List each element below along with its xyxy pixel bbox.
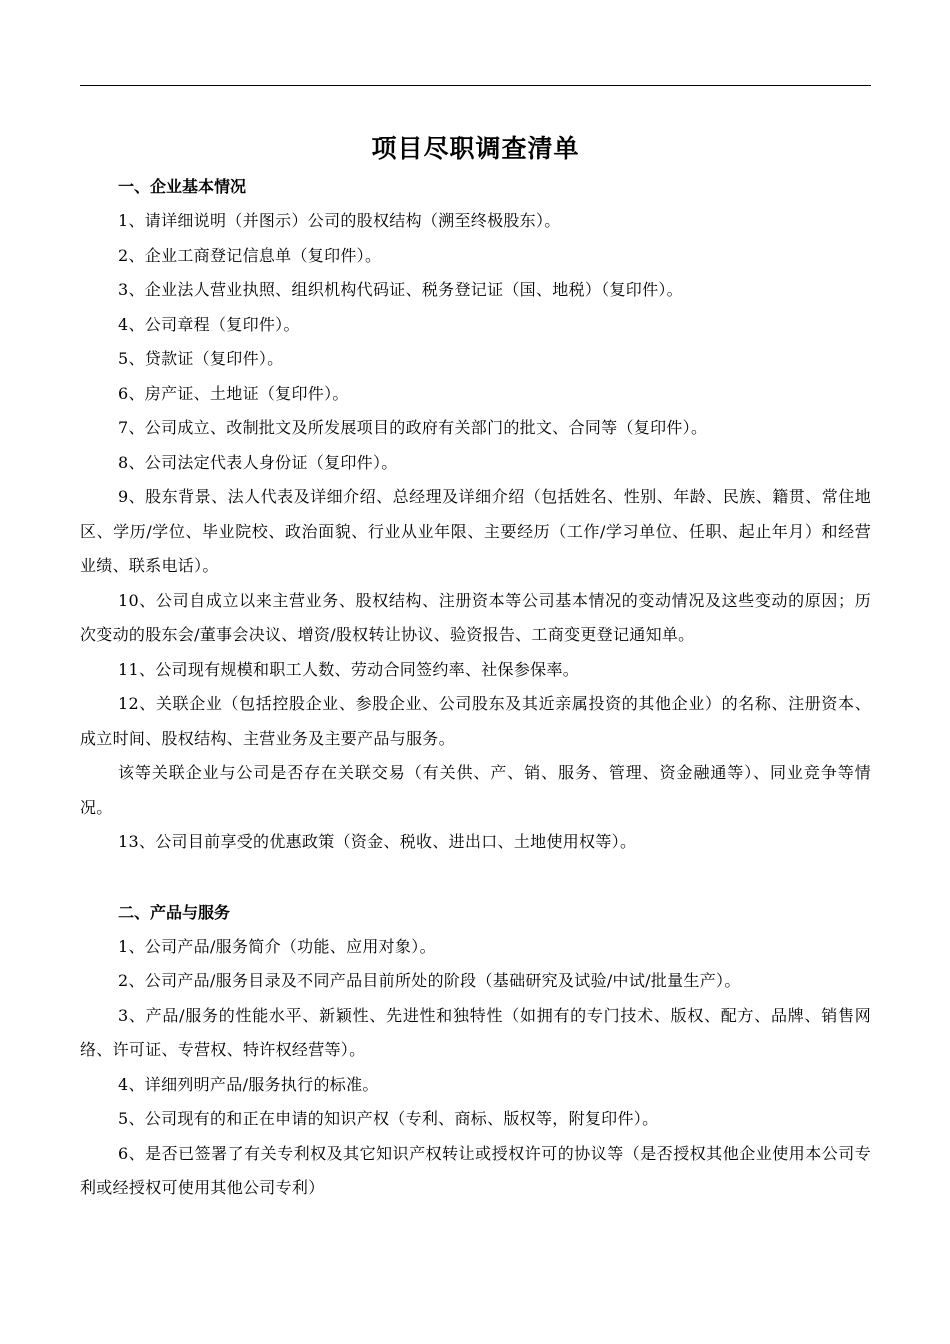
list-item: 3、企业法人营业执照、组织机构代码证、税务登记证（国、地税）（复印件）。 (118, 280, 683, 299)
section-heading: 一、企业基本情况 (118, 177, 247, 196)
list-item: 1、请详细说明（并图示）公司的股权结构（溯至终极股东）。 (118, 211, 561, 230)
list-item: 7、公司成立、改制批文及所发展项目的政府有关部门的批文、合同等（复印件）。 (118, 418, 708, 437)
list-item: 2、公司产品/服务目录及不同产品目前所处的阶段（基础研究及试验/中试/批量生产）。 (118, 971, 741, 990)
list-item: 4、公司章程（复印件）。 (118, 314, 300, 334)
list-item: 6、是否已签署了有关专利权及其它知识产权转让或授权许可的协议等（是否授权其他企业使用本公司专利或经授权可使用其他公司专利） (80, 1143, 871, 1197)
section-heading: 二、产品与服务 (118, 902, 231, 922)
list-item: 9、股东背景、法人代表及详细介绍、总经理及详细介绍（包括姓名、性别、年龄、民族、籍贯、常住地区、学历/学位、毕业院校、政治面貌、行业从业年限、主要经历（工作/学习单位、任职、起止年月）和经营业绩、联系电话）。 (80, 487, 871, 575)
document-page (80, 128, 871, 1206)
list-item: 10、公司自成立以来主营业务、股权结构、注册资本等公司基本情况的变动情况及这些变动的原因；历次变动的股东会/董事会决议、增资/股权转让协议、验资报告、工商变更登记通知单。 (80, 590, 871, 644)
section-basic-info (80, 170, 871, 860)
section-products-services (80, 896, 871, 1206)
list-item: 4、详细列明产品/服务执行的标准。 (118, 1074, 379, 1094)
list-item: 13、公司目前享受的优惠政策（资金、税收、进出口、土地使用权等）。 (118, 832, 637, 851)
list-item: 2、企业工商登记信息单（复印件）。 (118, 245, 382, 265)
list-item: 11、公司现有规模和职工人数、劳动合同签约率、社保参保率。 (118, 659, 580, 679)
list-item: 该等关联企业与公司是否存在关联交易（有关供、产、销、服务、管理、资金融通等）、同业竞争等情况。 (80, 763, 871, 817)
list-item: 6、房产证、土地证（复印件）。 (118, 383, 349, 403)
list-item: 8、公司法定代表人身份证（复印件）。 (118, 452, 398, 472)
document-title: 项目尽职调查清单 (371, 134, 580, 163)
list-item: 5、公司现有的和正在申请的知识产权（专利、商标、版权等，附复印件）。 (118, 1109, 659, 1128)
list-item: 1、公司产品/服务简介（功能、应用对象）。 (118, 936, 436, 956)
list-item: 3、产品/服务的性能水平、新颖性、先进性和独特性（如拥有的专门技术、版权、配方、品牌、销售网络、许可证、专营权、特许权经营等）。 (80, 1005, 871, 1059)
section-spacer (80, 860, 871, 896)
list-item: 12、关联企业（包括控股企业、参股企业、公司股东及其近亲属投资的其他企业）的名称、注册资本、成立时间、股权结构、主营业务及主要产品与服务。 (80, 694, 871, 748)
list-item: 5、贷款证（复印件）。 (118, 349, 284, 368)
header-rule (80, 85, 871, 86)
